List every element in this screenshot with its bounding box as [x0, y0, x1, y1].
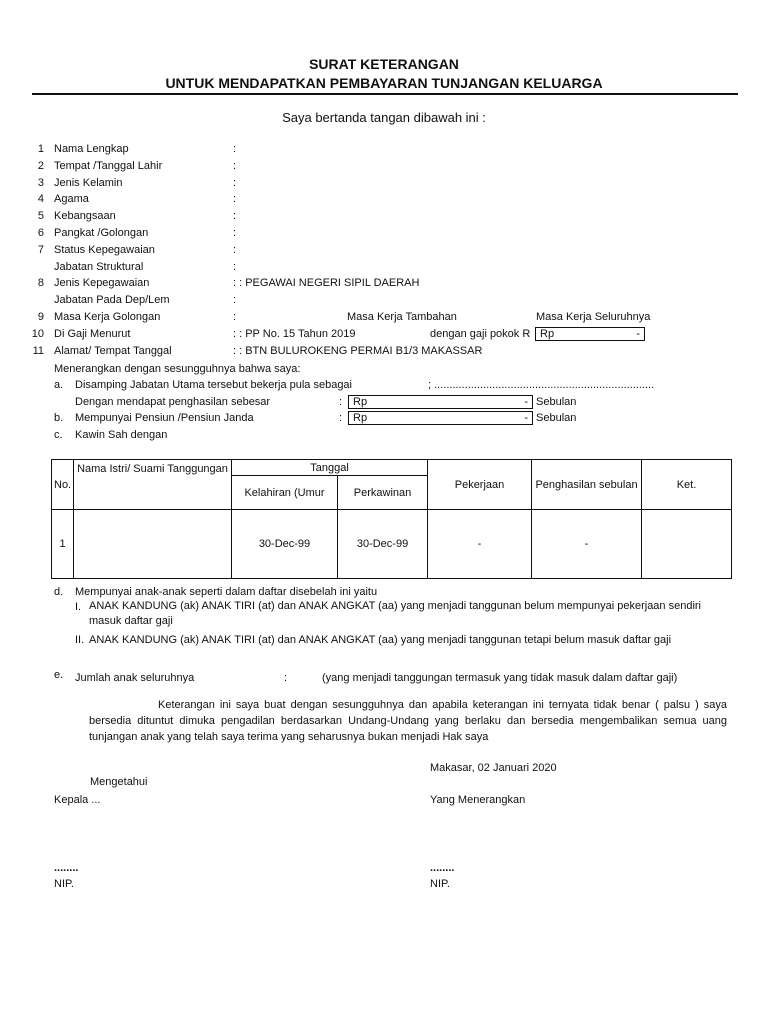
field-value: :: [233, 210, 237, 222]
penghasilan-label: Dengan mendapat penghasilan sebesar: [75, 396, 271, 408]
yang-menerangkan-label: Yang Menerangkan: [430, 794, 526, 806]
rupiah-label: Rp: [353, 396, 368, 408]
pensiun-colon: :: [339, 412, 343, 424]
jumlah-anak-label: Jumlah anak seluruhnya: [75, 672, 195, 684]
masa-kerja-tambahan-label: Masa Kerja Tambahan: [347, 311, 457, 323]
header-kelahiran: Kelahiran (Umur: [232, 476, 338, 510]
penghasilan-colon: :: [339, 396, 343, 408]
item-d-text: Mempunyai anak-anak seperti dalam daftar disebelah ini yaitu: [75, 586, 378, 598]
masa-kerja-seluruhnya-label: Masa Kerja Seluruhnya: [536, 311, 651, 323]
sebulan-label: Sebulan: [536, 412, 577, 424]
statement-paragraph: Keterangan ini saya buat dengan sesungguhnya dan apabila keterangan ini ternyata tidak benar ( palsu ) saya bersedia dituntut dimuka pengadilan berdasarkan Undang-Undang yang berlaku dan bersedia mengembalikan semua uang tunjangan anak yang telah saya terima yang seharusnya bukan menjadi Hak saya: [89, 699, 727, 743]
header-no: No.: [52, 460, 74, 510]
cell-penghasilan: -: [532, 510, 642, 579]
cell-pekerjaan: -: [428, 510, 532, 579]
field-label: Di Gaji Menurut: [54, 328, 131, 340]
cell-ket: [642, 510, 732, 579]
field-number: 11: [32, 345, 44, 357]
item-d-ii-marker: II.: [75, 634, 85, 646]
field-value: : : PP No. 15 Tahun 2019: [233, 328, 356, 340]
field-value: :: [233, 311, 237, 323]
item-a-dotted-line: ; ........................................................................: [428, 379, 655, 391]
header-pekerjaan: Pekerjaan: [428, 460, 532, 510]
signature-line-right: ........: [430, 862, 455, 874]
item-a-text: Disamping Jabatan Utama tersebut bekerja pula sebagai: [75, 379, 352, 391]
field-value: :: [233, 143, 237, 155]
field-number: 3: [37, 177, 44, 189]
item-e-marker: e.: [54, 669, 64, 681]
field-value: : : PEGAWAI NEGERI SIPIL DAERAH: [233, 277, 420, 289]
header-perkawinan: Perkawinan: [338, 476, 428, 510]
field-label: Jenis Kelamin: [54, 177, 123, 189]
penghasilan-amount-box: [348, 395, 533, 409]
document-subtitle: UNTUK MENDAPATKAN PEMBAYARAN TUNJANGAN KELUARGA: [165, 75, 603, 91]
field-value: :: [233, 177, 237, 189]
field-number: 10: [31, 328, 44, 340]
field-number: 2: [37, 160, 44, 172]
field-number: 4: [37, 193, 44, 205]
field-value: :: [233, 160, 237, 172]
title-underline: [32, 93, 738, 95]
cell-kelahiran: 30-Dec-99: [232, 510, 338, 579]
field-value: :: [233, 261, 237, 273]
field-label: Status Kepegawaian: [54, 244, 155, 256]
header-tanggal: Tanggal: [232, 460, 428, 476]
field-label: Kebangsaan: [54, 210, 116, 222]
item-b-marker: b.: [54, 412, 64, 424]
gaji-pokok-label: dengan gaji pokok R: [430, 328, 531, 340]
field-label: Tempat /Tanggal Lahir: [54, 160, 163, 172]
field-value: :: [233, 193, 237, 205]
field-label: Pangkat /Golongan: [54, 227, 149, 239]
field-label: Nama Lengkap: [54, 143, 129, 155]
field-label: Alamat/ Tempat Tanggal: [54, 345, 172, 357]
item-c-text: Kawin Sah dengan: [75, 429, 168, 441]
rupiah-label: Rp: [540, 328, 555, 340]
field-label: Jabatan Struktural: [54, 261, 144, 273]
field-number: 8: [37, 277, 44, 289]
cell-no: 1: [52, 510, 74, 579]
spouse-table: [51, 459, 732, 579]
field-label: Jenis Kepegawaian: [54, 277, 150, 289]
field-label: Agama: [54, 193, 89, 205]
field-value: :: [233, 227, 237, 239]
amount-dash: -: [524, 412, 528, 424]
rupiah-label: Rp: [353, 412, 368, 424]
amount-dash: -: [636, 328, 640, 340]
field-number: 9: [37, 311, 44, 323]
nip-left-label: NIP.: [54, 878, 74, 890]
amount-dash: -: [524, 396, 528, 408]
field-number: 7: [37, 244, 44, 256]
field-number: 1: [37, 143, 44, 155]
table-row: [52, 510, 732, 579]
sebulan-label: Sebulan: [536, 396, 577, 408]
item-b-text: Mempunyai Pensiun /Pensiun Janda: [75, 412, 254, 424]
cell-perkawinan: 30-Dec-99: [338, 510, 428, 579]
field-value: :: [233, 244, 237, 256]
mengetahui-label: Mengetahui: [90, 776, 148, 788]
field-number: 6: [37, 227, 44, 239]
field-value: :: [233, 294, 237, 306]
item-d-marker: d.: [54, 586, 64, 598]
field-value: : : BTN BULUROKENG PERMAI B1/3 MAKASSAR: [233, 345, 483, 357]
item-d-i-marker: I.: [75, 601, 82, 613]
intro-text: Saya bertanda tangan dibawah ini :: [282, 110, 486, 125]
nip-right-label: NIP.: [430, 878, 450, 890]
gaji-pokok-amount-box: [535, 327, 645, 341]
pensiun-amount-box: [348, 411, 533, 425]
header-nama: Nama Istri/ Suami Tanggungan: [74, 460, 232, 510]
kepala-label: Kepala ...: [54, 794, 101, 806]
item-a-marker: a.: [54, 379, 64, 391]
field-label: Jabatan Pada Dep/Lem: [54, 294, 170, 306]
header-ket: Ket.: [642, 460, 732, 510]
item-d-ii-text: ANAK KANDUNG (ak) ANAK TIRI (at) dan ANAK ANGKAT (aa) yang menjadi tanggunan tetapi belum masuk daftar gaji: [89, 634, 672, 646]
document-title: SURAT KETERANGAN: [309, 56, 459, 72]
cell-nama: [74, 510, 232, 579]
place-date: Makasar, 02 Januari 2020: [430, 762, 557, 774]
item-d-i-text: ANAK KANDUNG (ak) ANAK TIRI (at) dan ANAK ANGKAT (aa) yang menjadi tanggunan belum mempunyai pekerjaan sendiri masuk daftar gaji: [89, 600, 702, 627]
jumlah-anak-colon: :: [284, 672, 288, 684]
field-number: 5: [37, 210, 44, 222]
menerangkan-intro: Menerangkan dengan sesungguhnya bahwa saya:: [54, 363, 301, 375]
item-c-marker: c.: [54, 429, 63, 441]
jumlah-anak-note: (yang menjadi tanggungan termasuk yang tidak masuk dalam daftar gaji): [322, 672, 678, 684]
header-penghasilan: Penghasilan sebulan: [532, 460, 642, 510]
signature-line-left: ........: [54, 862, 79, 874]
field-label: Masa Kerja Golongan: [54, 311, 161, 323]
